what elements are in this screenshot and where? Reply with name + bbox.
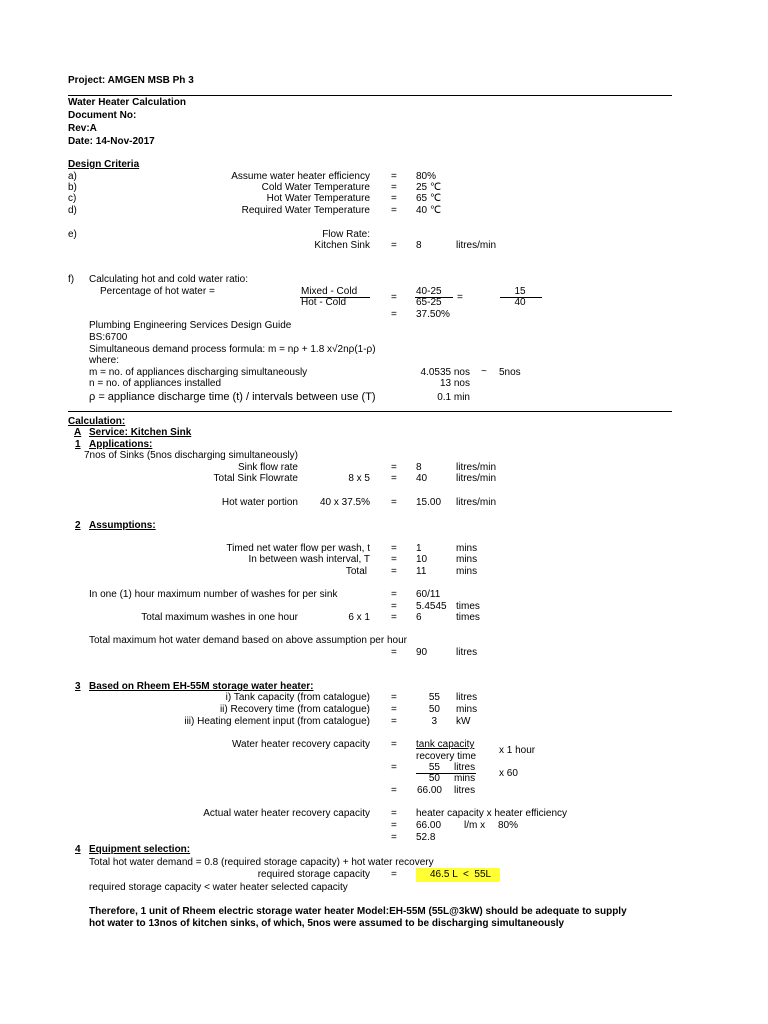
calculation-heading: Calculation: [68,416,126,427]
timed-flow-value: 1 [416,543,422,554]
timed-flow-eq: = [391,543,397,554]
ratio-denominator-text: Hot - Cold [301,297,347,308]
storage-comparison: required storage capacity < water heater selected capacity [89,882,348,893]
heating-element-eq: = [391,716,397,727]
total-sink-unit: litres/min [456,473,497,484]
section-rule [68,411,672,412]
interval-unit: mins [456,554,478,565]
actual-recovery-result: 52.8 [416,832,436,843]
tank-capacity-value: 55 [428,692,440,703]
step-4-title: Equipment selection: [89,844,191,855]
rho-value: 0.1 min [437,392,470,403]
doc-number: Document No: [68,110,137,121]
hot-portion-value: 15.00 [416,497,442,508]
actual-efficiency: 80% [498,820,519,831]
recovery-den-value: 50 [428,773,440,784]
heating-element-value: 3 [431,716,437,727]
timed-flow-unit: mins [456,543,478,554]
service-letter: A [74,427,82,438]
criteria-a-label: Assume water heater efficiency [231,171,370,182]
hot-portion-label: Hot water portion [221,497,298,508]
recovery-den-unit: mins [454,773,476,784]
actual-recovery-expr: heater capacity x heater efficiency [416,808,568,819]
recovery-capacity-eq2: = [391,762,397,773]
max-demand-value: 90 [416,647,428,658]
criteria-e-eq: = [391,240,397,251]
doc-date: Date: 14-Nov-2017 [68,136,155,147]
total-time-value: 11 [416,566,427,577]
interval-eq: = [391,554,397,565]
flow-rate-label: Flow Rate: [322,229,370,240]
step-1-title: Applications: [89,439,153,450]
max-demand-label: Total maximum hot water demand based on above assumption per hour [89,635,407,646]
sink-flow-value: 8 [416,462,422,473]
n-value: 13 nos [439,378,470,389]
criteria-d-eq: = [391,205,397,216]
total-time-label: Total [345,566,367,577]
tank-capacity-eq: = [391,692,397,703]
recovery-time-label: ii) Recovery time (from catalogue) [219,704,370,715]
ratio-eq1: = [391,292,397,303]
tank-capacity-unit: litres [456,692,478,703]
washes2-value: 5.4545 [416,601,447,612]
recovery-num-unit: litres [454,762,476,773]
total-washes-expr: 6 x 1 [348,612,370,623]
criteria-e-letter: e) [68,229,77,240]
rho-definition: ρ = appliance discharge time (t) / intervals between use (T) [89,391,376,403]
required-storage-eq: = [391,869,397,880]
recovery-result-unit: litres [454,785,476,796]
washes2-eq: = [391,601,397,612]
criteria-e-value: 8 [416,240,422,251]
actual-capacity-unit: l/m x [464,820,486,831]
hot-portion-unit: litres/min [456,497,497,508]
conclusion-line-1: Therefore, 1 unit of Rheem electric storage water heater Model:EH-55M (55L@3kW) should be adequate to supply [89,906,627,917]
criteria-b-eq: = [391,182,397,193]
criteria-c-value: 65 ℃ [416,193,442,204]
ratio-eq3: = [391,309,397,320]
max-demand-eq: = [391,647,397,658]
ratio-title: Calculating hot and cold water ratio: [89,274,248,285]
recovery-time-term: recovery time [416,751,477,762]
criteria-c-letter: c) [68,193,77,204]
criteria-e-unit: litres/min [456,240,497,251]
pct-hot-label: Percentage of hot water = [100,286,215,297]
x-one-hour: x 1 hour [499,745,536,756]
criteria-d-letter: d) [68,205,77,216]
project-title: Project: AMGEN MSB Ph 3 [68,75,194,86]
criteria-b-label: Cold Water Temperature [261,182,370,193]
m-rounded: 5nos [499,367,521,378]
hot-portion-expr: 40 x 37.5% [319,497,370,508]
criteria-a-eq: = [391,171,397,182]
guide-where: where: [89,355,120,366]
total-time-unit: mins [456,566,478,577]
ratio-numerator-result: 15 [514,286,526,297]
tank-capacity-label: i) Tank capacity (from catalogue) [225,692,370,703]
required-storage-value: 46.5 L < 55L [416,868,500,882]
total-hot-demand: Total hot water demand = 0.8 (required storage capacity) + hot water recovery [89,857,434,868]
m-definition: m = no. of appliances discharging simultaneously [89,367,308,378]
criteria-c-label: Hot Water Temperature [266,193,370,204]
max-demand-unit: litres [456,647,478,658]
step-3-number: 3 [75,681,81,692]
ratio-result: 37.50% [416,309,450,320]
ratio-denominator-value: 65-25 [416,297,442,308]
washes-eq: = [391,589,397,600]
sink-flow-label: Sink flow rate [237,462,298,473]
interval-label: In between wash interval, T [248,554,370,565]
total-sink-expr: 8 x 5 [348,473,370,484]
recovery-result-value: 66.00 [416,785,442,796]
applications-desc: 7nos of Sinks (5nos discharging simultaneously) [84,450,298,461]
actual-recovery-eq1: = [391,808,397,819]
doc-title: Water Heater Calculation [68,97,186,108]
header-rule [68,95,672,96]
tank-capacity-term: tank capacity [416,739,475,750]
recovery-num-value: 55 [428,762,440,773]
washes-value: 60/11 [416,589,441,600]
guide-line-2: BS:6700 [89,332,128,343]
n-definition: n = no. of appliances installed [89,378,222,389]
required-storage-label: required storage capacity [257,869,370,880]
recovery-time-value: 50 [428,704,440,715]
total-sink-label: Total Sink Flowrate [213,473,298,484]
criteria-b-letter: b) [68,182,77,193]
ratio-denominator-result: 40 [514,297,526,308]
total-washes-value: 6 [416,612,422,623]
step-3-title: Based on Rheem EH-55M storage water heater: [89,681,314,692]
actual-recovery-eq3: = [391,832,397,843]
criteria-a-letter: a) [68,171,77,182]
total-time-eq: = [391,566,397,577]
recovery-time-eq: = [391,704,397,715]
criteria-c-eq: = [391,193,397,204]
recovery-capacity-eq3: = [391,785,397,796]
total-washes-eq: = [391,612,397,623]
total-washes-unit: times [456,612,480,623]
ratio-eq2: = [457,292,463,303]
ratio-numerator-text: Mixed - Cold [301,286,358,297]
design-criteria-heading: Design Criteria [68,159,140,170]
doc-rev: Rev:A [68,123,97,134]
interval-value: 10 [416,554,428,565]
criteria-d-value: 40 ℃ [416,205,442,216]
guide-formula: Simultaneous demand process formula: m = nρ + 1.8 x√2nρ(1-ρ) [89,344,376,355]
heating-element-unit: kW [456,716,471,727]
sink-flow-unit: litres/min [456,462,497,473]
total-sink-value: 40 [416,473,428,484]
x-sixty: x 60 [499,768,518,779]
total-sink-eq: = [391,473,397,484]
recovery-capacity-label: Water heater recovery capacity [231,739,370,750]
step-2-number: 2 [75,520,81,531]
washes2-unit: times [456,601,480,612]
m-value: 4.0535 nos [420,367,470,378]
service-title: Service: Kitchen Sink [89,427,192,438]
hot-portion-eq: = [391,497,397,508]
kitchen-sink-label: Kitchen Sink [314,240,370,251]
criteria-b-value: 25 ℃ [416,182,442,193]
actual-recovery-eq2: = [391,820,397,831]
conclusion-line-2: hot water to 13nos of kitchen sinks, of which, 5nos were assumed to be discharging simultaneously [89,918,565,929]
step-1-number: 1 [75,439,81,450]
ratio-numerator-value: 40-25 [416,286,442,297]
step-2-title: Assumptions: [89,520,156,531]
washes-label: In one (1) hour maximum number of washes for per sink [89,589,338,600]
criteria-d-label: Required Water Temperature [241,205,370,216]
criteria-f-letter: f) [68,274,75,285]
recovery-time-unit: mins [456,704,478,715]
heating-element-label: iii) Heating element input (from catalogue) [184,716,370,727]
step-4-number: 4 [75,844,81,855]
recovery-capacity-eq1: = [391,739,397,750]
timed-flow-label: Timed net water flow per wash, t [226,543,370,554]
actual-capacity-value: 66.00 [416,820,442,831]
approx-sign: ~ [481,366,487,377]
criteria-a-value: 80% [416,171,437,182]
total-washes-label: Total maximum washes in one hour [141,612,298,623]
sink-flow-eq: = [391,462,397,473]
guide-line-1: Plumbing Engineering Services Design Guide [89,320,292,331]
actual-recovery-label: Actual water heater recovery capacity [203,808,370,819]
